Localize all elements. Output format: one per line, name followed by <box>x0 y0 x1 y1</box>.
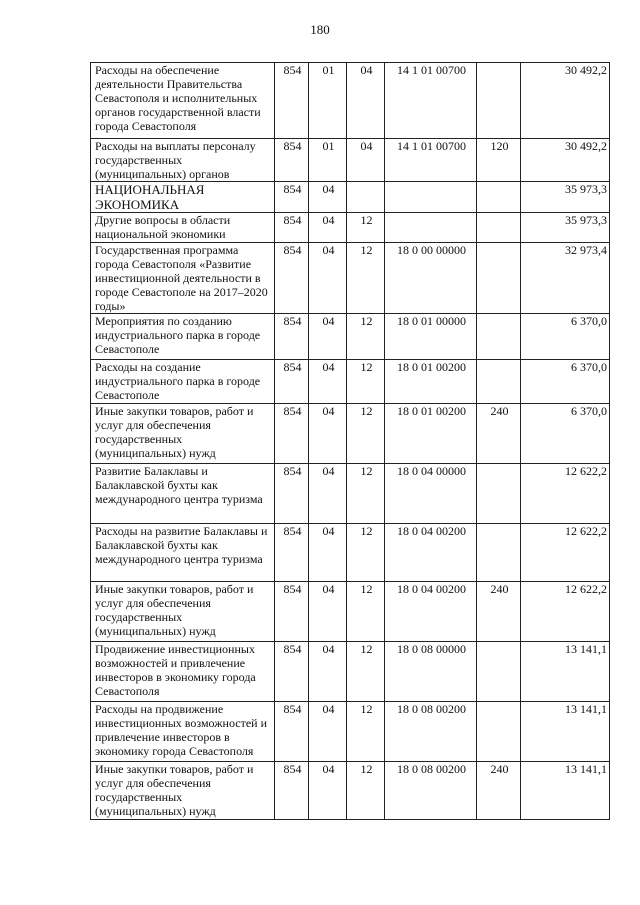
cell-rz: 04 <box>309 524 347 582</box>
cell-pr: 04 <box>347 139 385 182</box>
cell-ved: 854 <box>275 404 309 464</box>
cell-name: Мероприятия по созданию индустриального парка в городе Севастополе <box>91 314 275 360</box>
cell-pr: 12 <box>347 243 385 314</box>
cell-pr: 12 <box>347 762 385 820</box>
cell-ved: 854 <box>275 314 309 360</box>
table-row <box>91 63 610 139</box>
cell-pr: 12 <box>347 642 385 702</box>
cell-csr: 18 0 04 00200 <box>385 582 477 642</box>
cell-rz: 04 <box>309 360 347 404</box>
table-row <box>91 524 610 582</box>
cell-rz: 04 <box>309 642 347 702</box>
cell-vr <box>477 243 521 314</box>
cell-sum: 6 370,0 <box>521 360 610 404</box>
cell-sum: 6 370,0 <box>521 404 610 464</box>
cell-ved: 854 <box>275 182 309 213</box>
cell-name: Иные закупки товаров, работ и услуг для обеспечения государственных (муниципальных) нужд <box>91 582 275 642</box>
table-row <box>91 762 610 820</box>
cell-csr: 18 0 04 00200 <box>385 524 477 582</box>
cell-csr: 14 1 01 00700 <box>385 139 477 182</box>
cell-vr <box>477 182 521 213</box>
cell-sum: 13 141,1 <box>521 702 610 762</box>
cell-rz: 04 <box>309 314 347 360</box>
cell-sum: 30 492,2 <box>521 63 610 139</box>
cell-sum: 6 370,0 <box>521 314 610 360</box>
cell-name: Продвижение инвестиционных возможностей и привлечение инвесторов в экономику города Севастополя <box>91 642 275 702</box>
cell-csr <box>385 213 477 243</box>
cell-pr <box>347 182 385 213</box>
cell-name: Иные закупки товаров, работ и услуг для обеспечения государственных (муниципальных) нужд <box>91 404 275 464</box>
cell-rz: 04 <box>309 762 347 820</box>
cell-vr <box>477 642 521 702</box>
cell-ved: 854 <box>275 243 309 314</box>
cell-pr: 12 <box>347 314 385 360</box>
table-row <box>91 702 610 762</box>
cell-name: Другие вопросы в области национальной экономики <box>91 213 275 243</box>
cell-name: Расходы на продвижение инвестиционных возможностей и привлечение инвесторов в экономику города Севастополя <box>91 702 275 762</box>
cell-csr: 18 0 08 00200 <box>385 702 477 762</box>
cell-sum: 35 973,3 <box>521 182 610 213</box>
table-row <box>91 582 610 642</box>
cell-csr: 18 0 08 00000 <box>385 642 477 702</box>
cell-sum: 12 622,2 <box>521 524 610 582</box>
cell-rz: 01 <box>309 139 347 182</box>
cell-vr: 240 <box>477 404 521 464</box>
cell-csr: 18 0 04 00000 <box>385 464 477 524</box>
cell-vr <box>477 464 521 524</box>
cell-vr <box>477 213 521 243</box>
cell-sum: 12 622,2 <box>521 582 610 642</box>
cell-pr: 12 <box>347 702 385 762</box>
cell-name: Развитие Балаклавы и Балаклавской бухты как международного центра туризма <box>91 464 275 524</box>
cell-sum: 35 973,3 <box>521 213 610 243</box>
cell-ved: 854 <box>275 360 309 404</box>
cell-name: Государственная программа города Севастополя «Развитие инвестиционной деятельности в городе Севастополе на 2017–2020 годы» <box>91 243 275 314</box>
cell-ved: 854 <box>275 642 309 702</box>
cell-pr: 12 <box>347 524 385 582</box>
cell-name: НАЦИОНАЛЬНАЯ ЭКОНОМИКА <box>91 182 275 213</box>
cell-pr: 12 <box>347 360 385 404</box>
cell-name: Расходы на обеспечение деятельности Правительства Севастополя и исполнительных органов государственной власти города Севастополя <box>91 63 275 139</box>
cell-csr: 18 0 01 00000 <box>385 314 477 360</box>
cell-ved: 854 <box>275 762 309 820</box>
cell-vr: 240 <box>477 762 521 820</box>
cell-ved: 854 <box>275 63 309 139</box>
table-row <box>91 314 610 360</box>
cell-rz: 01 <box>309 63 347 139</box>
page-number: 180 <box>310 22 330 37</box>
table-row <box>91 642 610 702</box>
table-row <box>91 464 610 524</box>
cell-csr <box>385 182 477 213</box>
table-row <box>91 360 610 404</box>
cell-rz: 04 <box>309 182 347 213</box>
cell-vr <box>477 524 521 582</box>
table-row <box>91 139 610 182</box>
cell-rz: 04 <box>309 213 347 243</box>
cell-rz: 04 <box>309 464 347 524</box>
cell-rz: 04 <box>309 243 347 314</box>
cell-pr: 12 <box>347 404 385 464</box>
cell-vr <box>477 702 521 762</box>
cell-name: Иные закупки товаров, работ и услуг для обеспечения государственных (муниципальных) нужд <box>91 762 275 820</box>
cell-sum: 13 141,1 <box>521 762 610 820</box>
table-row <box>91 243 610 314</box>
cell-ved: 854 <box>275 524 309 582</box>
cell-vr: 120 <box>477 139 521 182</box>
cell-pr: 12 <box>347 582 385 642</box>
cell-sum: 32 973,4 <box>521 243 610 314</box>
budget-table-body <box>91 63 610 820</box>
budget-table <box>90 62 610 820</box>
cell-vr <box>477 314 521 360</box>
cell-vr: 240 <box>477 582 521 642</box>
cell-ved: 854 <box>275 213 309 243</box>
cell-pr: 12 <box>347 464 385 524</box>
table-row <box>91 182 610 213</box>
cell-pr: 12 <box>347 213 385 243</box>
cell-name: Расходы на создание индустриального парка в городе Севастополе <box>91 360 275 404</box>
cell-sum: 12 622,2 <box>521 464 610 524</box>
cell-vr <box>477 63 521 139</box>
cell-name: Расходы на выплаты персоналу государственных (муниципальных) органов <box>91 139 275 182</box>
cell-rz: 04 <box>309 702 347 762</box>
cell-sum: 13 141,1 <box>521 642 610 702</box>
cell-vr <box>477 360 521 404</box>
cell-csr: 18 0 00 00000 <box>385 243 477 314</box>
cell-ved: 854 <box>275 702 309 762</box>
cell-csr: 18 0 01 00200 <box>385 360 477 404</box>
cell-rz: 04 <box>309 582 347 642</box>
cell-name: Расходы на развитие Балаклавы и Балаклавской бухты как международного центра туризма <box>91 524 275 582</box>
cell-ved: 854 <box>275 582 309 642</box>
cell-pr: 04 <box>347 63 385 139</box>
table-row <box>91 404 610 464</box>
cell-rz: 04 <box>309 404 347 464</box>
cell-csr: 18 0 01 00200 <box>385 404 477 464</box>
cell-ved: 854 <box>275 139 309 182</box>
cell-csr: 18 0 08 00200 <box>385 762 477 820</box>
table-row <box>91 213 610 243</box>
cell-sum: 30 492,2 <box>521 139 610 182</box>
cell-csr: 14 1 01 00700 <box>385 63 477 139</box>
cell-ved: 854 <box>275 464 309 524</box>
